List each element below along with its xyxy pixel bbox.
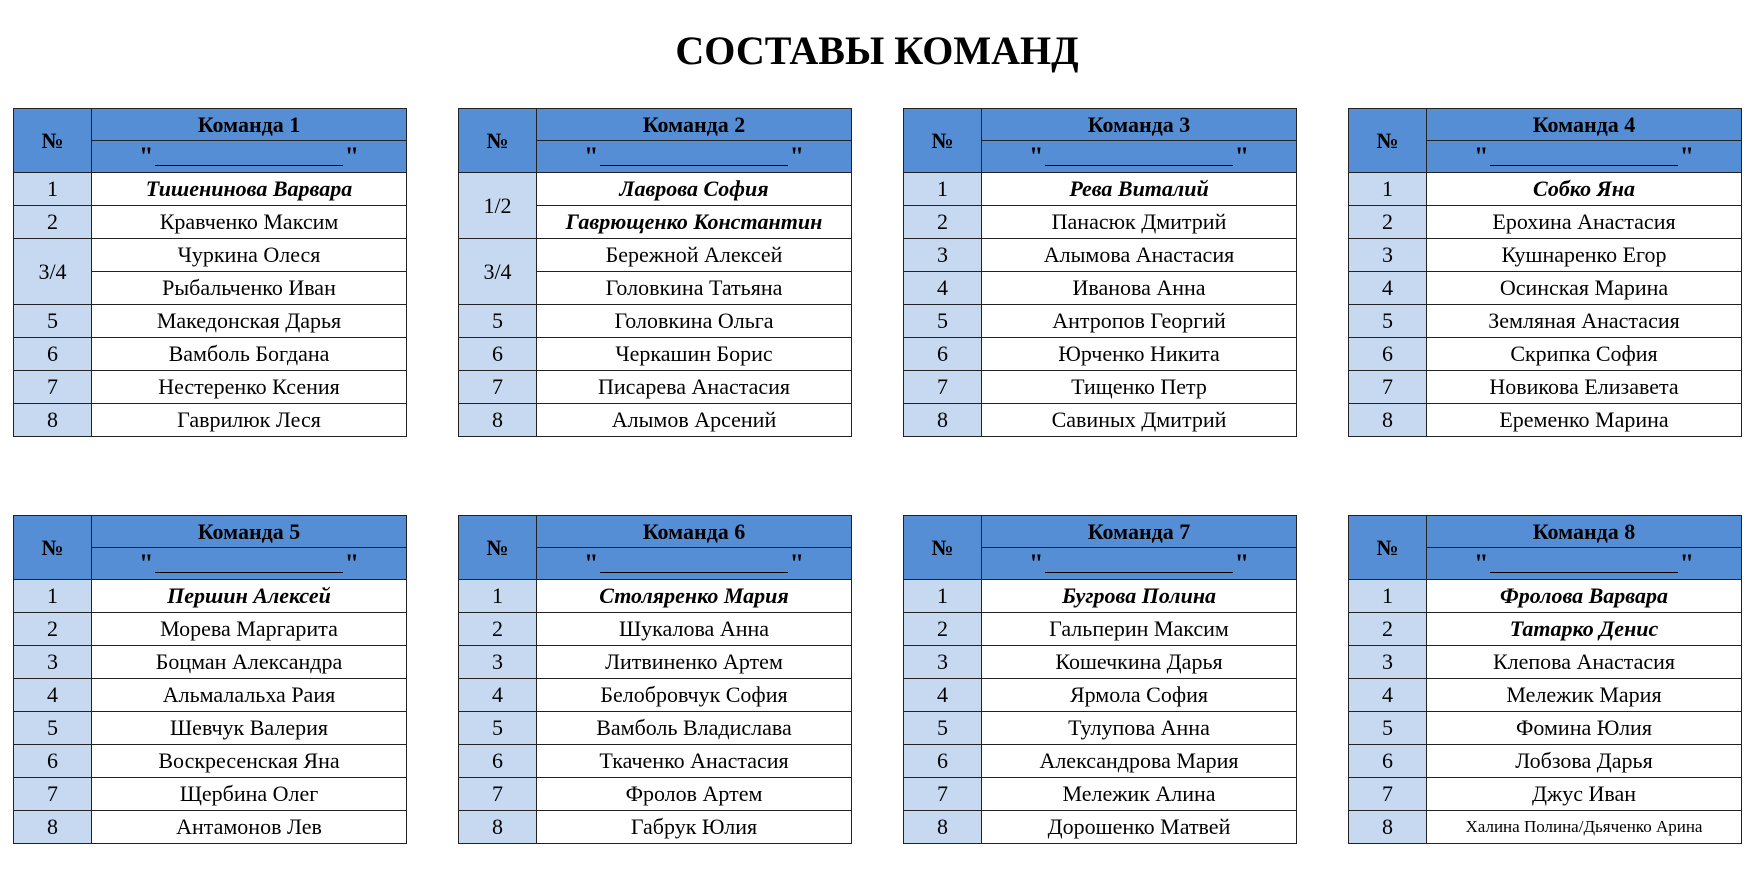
player-name: Кравченко Максим [92, 206, 407, 239]
player-name: Антропов Георгий [982, 305, 1297, 338]
captain-name: Рева Виталий [982, 173, 1297, 206]
team-table [903, 515, 1297, 844]
player-number: 7 [904, 778, 982, 811]
table-row [1349, 173, 1742, 206]
table-row [14, 239, 407, 272]
player-number: 7 [1349, 371, 1427, 404]
table-row [14, 305, 407, 338]
table-row [1349, 239, 1742, 272]
team-name: Команда 3 [982, 109, 1297, 141]
player-name: Головкина Татьяна [537, 272, 852, 305]
number-column-header: № [459, 109, 537, 173]
team-table [458, 515, 852, 844]
table-row [904, 173, 1297, 206]
table-row [904, 305, 1297, 338]
player-number: 3 [904, 239, 982, 272]
table-row [14, 811, 407, 844]
table-row [459, 613, 852, 646]
table-row [459, 679, 852, 712]
player-name: Боцман Александра [92, 646, 407, 679]
table-row [14, 338, 407, 371]
table-row [1349, 206, 1742, 239]
player-number: 8 [459, 811, 537, 844]
close-quote: " [1679, 141, 1694, 171]
player-number: 8 [904, 811, 982, 844]
player-name: Шевчук Валерия [92, 712, 407, 745]
close-quote: " [1234, 548, 1249, 578]
player-number: 8 [459, 404, 537, 437]
table-row [14, 679, 407, 712]
team-motto-blank [1427, 141, 1742, 173]
player-name: Еременко Марина [1427, 404, 1742, 437]
table-row [14, 404, 407, 437]
player-number: 6 [459, 745, 537, 778]
player-name: Нестеренко Ксения [92, 371, 407, 404]
player-name: Лобзова Дарья [1427, 745, 1742, 778]
team-name: Команда 8 [1427, 516, 1742, 548]
player-number: 4 [904, 679, 982, 712]
player-number: 5 [904, 305, 982, 338]
player-number: 3 [904, 646, 982, 679]
player-number: 2 [1349, 613, 1427, 646]
captain-name: Тишенинова Варвара [92, 173, 407, 206]
table-row [14, 580, 407, 613]
table-row [904, 206, 1297, 239]
player-number: 6 [1349, 745, 1427, 778]
table-row [1349, 646, 1742, 679]
team-name: Команда 2 [537, 109, 852, 141]
player-name: Гаврилюк Леся [92, 404, 407, 437]
table-row [14, 745, 407, 778]
player-number: 3/4 [459, 239, 537, 305]
player-number: 8 [1349, 404, 1427, 437]
player-number: 2 [904, 613, 982, 646]
player-number: 1 [904, 173, 982, 206]
player-name: Габрук Юлия [537, 811, 852, 844]
captain-name: Фролова Варвара [1427, 580, 1742, 613]
player-number: 6 [904, 338, 982, 371]
player-name: Македонская Дарья [92, 305, 407, 338]
player-name: Фролов Артем [537, 778, 852, 811]
player-number: 2 [14, 206, 92, 239]
team-motto-blank [1427, 548, 1742, 580]
open-quote: " [1474, 548, 1489, 578]
team-table [1348, 108, 1742, 437]
player-name: Литвиненко Артем [537, 646, 852, 679]
player-name: Джус Иван [1427, 778, 1742, 811]
player-name: Воскресенская Яна [92, 745, 407, 778]
player-number: 2 [14, 613, 92, 646]
table-row [904, 778, 1297, 811]
team-name: Команда 1 [92, 109, 407, 141]
table-row [459, 712, 852, 745]
table-row [459, 646, 852, 679]
player-number: 6 [459, 338, 537, 371]
table-row [1349, 305, 1742, 338]
player-name: Алымова Анастасия [982, 239, 1297, 272]
player-name: Ерохина Анастасия [1427, 206, 1742, 239]
number-column-header: № [1349, 109, 1427, 173]
player-name: Вамболь Богдана [92, 338, 407, 371]
player-name: Юрченко Никита [982, 338, 1297, 371]
table-row [459, 338, 852, 371]
table-row [1349, 811, 1742, 844]
player-number: 5 [14, 305, 92, 338]
player-name: Чуркина Олеся [92, 239, 407, 272]
close-quote: " [789, 548, 804, 578]
blank-underline [1490, 165, 1678, 166]
player-name: Антамонов Лев [92, 811, 407, 844]
player-name: Гальперин Максим [982, 613, 1297, 646]
player-name: Кушнаренко Егор [1427, 239, 1742, 272]
player-name: Халина Полина/Дьяченко Арина [1427, 811, 1742, 844]
player-name: Морева Маргарита [92, 613, 407, 646]
player-number: 5 [459, 305, 537, 338]
team-motto-blank [982, 548, 1297, 580]
player-number: 6 [14, 338, 92, 371]
player-number: 7 [459, 371, 537, 404]
player-number: 4 [1349, 679, 1427, 712]
table-row [459, 580, 852, 613]
player-number: 1 [904, 580, 982, 613]
number-column-header: № [904, 516, 982, 580]
open-quote: " [1029, 141, 1044, 171]
captain-name: Татарко Денис [1427, 613, 1742, 646]
player-number: 7 [459, 778, 537, 811]
open-quote: " [139, 141, 154, 171]
close-quote: " [789, 141, 804, 171]
player-name: Рыбальченко Иван [92, 272, 407, 305]
player-name: Альмалальха Раия [92, 679, 407, 712]
open-quote: " [139, 548, 154, 578]
close-quote: " [1679, 548, 1694, 578]
table-row [14, 173, 407, 206]
table-row [1349, 679, 1742, 712]
player-name: Алымов Арсений [537, 404, 852, 437]
table-row [904, 613, 1297, 646]
team-name: Команда 6 [537, 516, 852, 548]
player-name: Белобровчук София [537, 679, 852, 712]
table-row [459, 811, 852, 844]
team-table [903, 108, 1297, 437]
player-name: Дорошенко Матвей [982, 811, 1297, 844]
player-number: 5 [459, 712, 537, 745]
table-row [1349, 613, 1742, 646]
player-number: 5 [1349, 712, 1427, 745]
team-motto-blank [537, 548, 852, 580]
player-number: 2 [1349, 206, 1427, 239]
team-motto-blank [92, 141, 407, 173]
player-name: Осинская Марина [1427, 272, 1742, 305]
player-number: 3 [459, 646, 537, 679]
captain-name: Столяренко Мария [537, 580, 852, 613]
player-number: 1 [1349, 173, 1427, 206]
table-row [459, 305, 852, 338]
player-name: Савиных Дмитрий [982, 404, 1297, 437]
player-number: 5 [14, 712, 92, 745]
table-row [14, 371, 407, 404]
player-number: 4 [1349, 272, 1427, 305]
player-name: Александрова Мария [982, 745, 1297, 778]
open-quote: " [1029, 548, 1044, 578]
table-row [459, 745, 852, 778]
player-name: Панасюк Дмитрий [982, 206, 1297, 239]
table-row [904, 679, 1297, 712]
number-column-header: № [459, 516, 537, 580]
table-row [1349, 778, 1742, 811]
player-name: Тулупова Анна [982, 712, 1297, 745]
player-number: 8 [904, 404, 982, 437]
blank-underline [600, 165, 788, 166]
player-name: Кошечкина Дарья [982, 646, 1297, 679]
blank-underline [155, 165, 343, 166]
table-row [459, 778, 852, 811]
player-number: 6 [1349, 338, 1427, 371]
number-column-header: № [14, 516, 92, 580]
player-number: 5 [1349, 305, 1427, 338]
player-number: 1 [1349, 580, 1427, 613]
table-row [904, 745, 1297, 778]
player-name: Щербина Олег [92, 778, 407, 811]
table-row [1349, 580, 1742, 613]
captain-name: Лаврова София [537, 173, 852, 206]
table-row [904, 338, 1297, 371]
player-name: Черкашин Борис [537, 338, 852, 371]
captain-name: Бугрова Полина [982, 580, 1297, 613]
player-number: 6 [14, 745, 92, 778]
player-number: 3/4 [14, 239, 92, 305]
team-name: Команда 4 [1427, 109, 1742, 141]
player-number: 4 [904, 272, 982, 305]
table-row [14, 712, 407, 745]
open-quote: " [1474, 141, 1489, 171]
player-number: 1 [14, 173, 92, 206]
close-quote: " [344, 548, 359, 578]
number-column-header: № [14, 109, 92, 173]
table-row [459, 371, 852, 404]
table-row [14, 646, 407, 679]
player-number: 3 [1349, 239, 1427, 272]
team-table [13, 108, 407, 437]
blank-underline [1490, 572, 1678, 573]
captain-name: Гаврющенко Константин [537, 206, 852, 239]
player-name: Фомина Юлия [1427, 712, 1742, 745]
player-number: 7 [904, 371, 982, 404]
player-number: 2 [459, 613, 537, 646]
player-name: Мележик Мария [1427, 679, 1742, 712]
table-row [1349, 404, 1742, 437]
table-row [904, 272, 1297, 305]
player-name: Новикова Елизавета [1427, 371, 1742, 404]
team-table [13, 515, 407, 844]
table-row [1349, 371, 1742, 404]
player-number: 8 [14, 811, 92, 844]
player-number: 7 [14, 778, 92, 811]
captain-name: Першин Алексей [92, 580, 407, 613]
table-row [904, 811, 1297, 844]
player-name: Иванова Анна [982, 272, 1297, 305]
table-row [1349, 338, 1742, 371]
player-name: Писарева Анастасия [537, 371, 852, 404]
blank-underline [600, 572, 788, 573]
table-row [14, 778, 407, 811]
team-name: Команда 5 [92, 516, 407, 548]
player-number: 1/2 [459, 173, 537, 239]
number-column-header: № [904, 109, 982, 173]
player-number: 4 [14, 679, 92, 712]
table-row [904, 580, 1297, 613]
table-row [904, 404, 1297, 437]
player-number: 1 [459, 580, 537, 613]
table-row [459, 173, 852, 206]
player-number: 3 [1349, 646, 1427, 679]
player-name: Шукалова Анна [537, 613, 852, 646]
player-name: Клепова Анастасия [1427, 646, 1742, 679]
player-name: Ткаченко Анастасия [537, 745, 852, 778]
open-quote: " [584, 548, 599, 578]
blank-underline [1045, 165, 1233, 166]
player-number: 1 [14, 580, 92, 613]
player-name: Тищенко Петр [982, 371, 1297, 404]
open-quote: " [584, 141, 599, 171]
page-title: СОСТАВЫ КОМАНД [675, 28, 1079, 73]
player-name: Скрипка София [1427, 338, 1742, 371]
table-row [904, 371, 1297, 404]
player-name: Бережной Алексей [537, 239, 852, 272]
table-row [14, 613, 407, 646]
table-row [1349, 745, 1742, 778]
player-number: 4 [459, 679, 537, 712]
player-number: 7 [14, 371, 92, 404]
player-number: 8 [14, 404, 92, 437]
close-quote: " [344, 141, 359, 171]
team-name: Команда 7 [982, 516, 1297, 548]
player-number: 2 [904, 206, 982, 239]
close-quote: " [1234, 141, 1249, 171]
team-motto-blank [537, 141, 852, 173]
table-row [904, 712, 1297, 745]
blank-underline [1045, 572, 1233, 573]
team-table [1348, 515, 1742, 844]
player-number: 8 [1349, 811, 1427, 844]
player-name: Мележик Алина [982, 778, 1297, 811]
player-name: Головкина Ольга [537, 305, 852, 338]
team-motto-blank [982, 141, 1297, 173]
player-number: 6 [904, 745, 982, 778]
team-table [458, 108, 852, 437]
number-column-header: № [1349, 516, 1427, 580]
table-row [459, 239, 852, 272]
table-row [1349, 272, 1742, 305]
blank-underline [155, 572, 343, 573]
player-name: Земляная Анастасия [1427, 305, 1742, 338]
player-name: Ярмола София [982, 679, 1297, 712]
table-row [1349, 712, 1742, 745]
table-row [904, 239, 1297, 272]
table-row [14, 206, 407, 239]
player-number: 5 [904, 712, 982, 745]
player-name: Вамболь Владислава [537, 712, 852, 745]
table-row [459, 404, 852, 437]
captain-name: Собко Яна [1427, 173, 1742, 206]
player-number: 7 [1349, 778, 1427, 811]
table-row [904, 646, 1297, 679]
team-motto-blank [92, 548, 407, 580]
player-number: 3 [14, 646, 92, 679]
